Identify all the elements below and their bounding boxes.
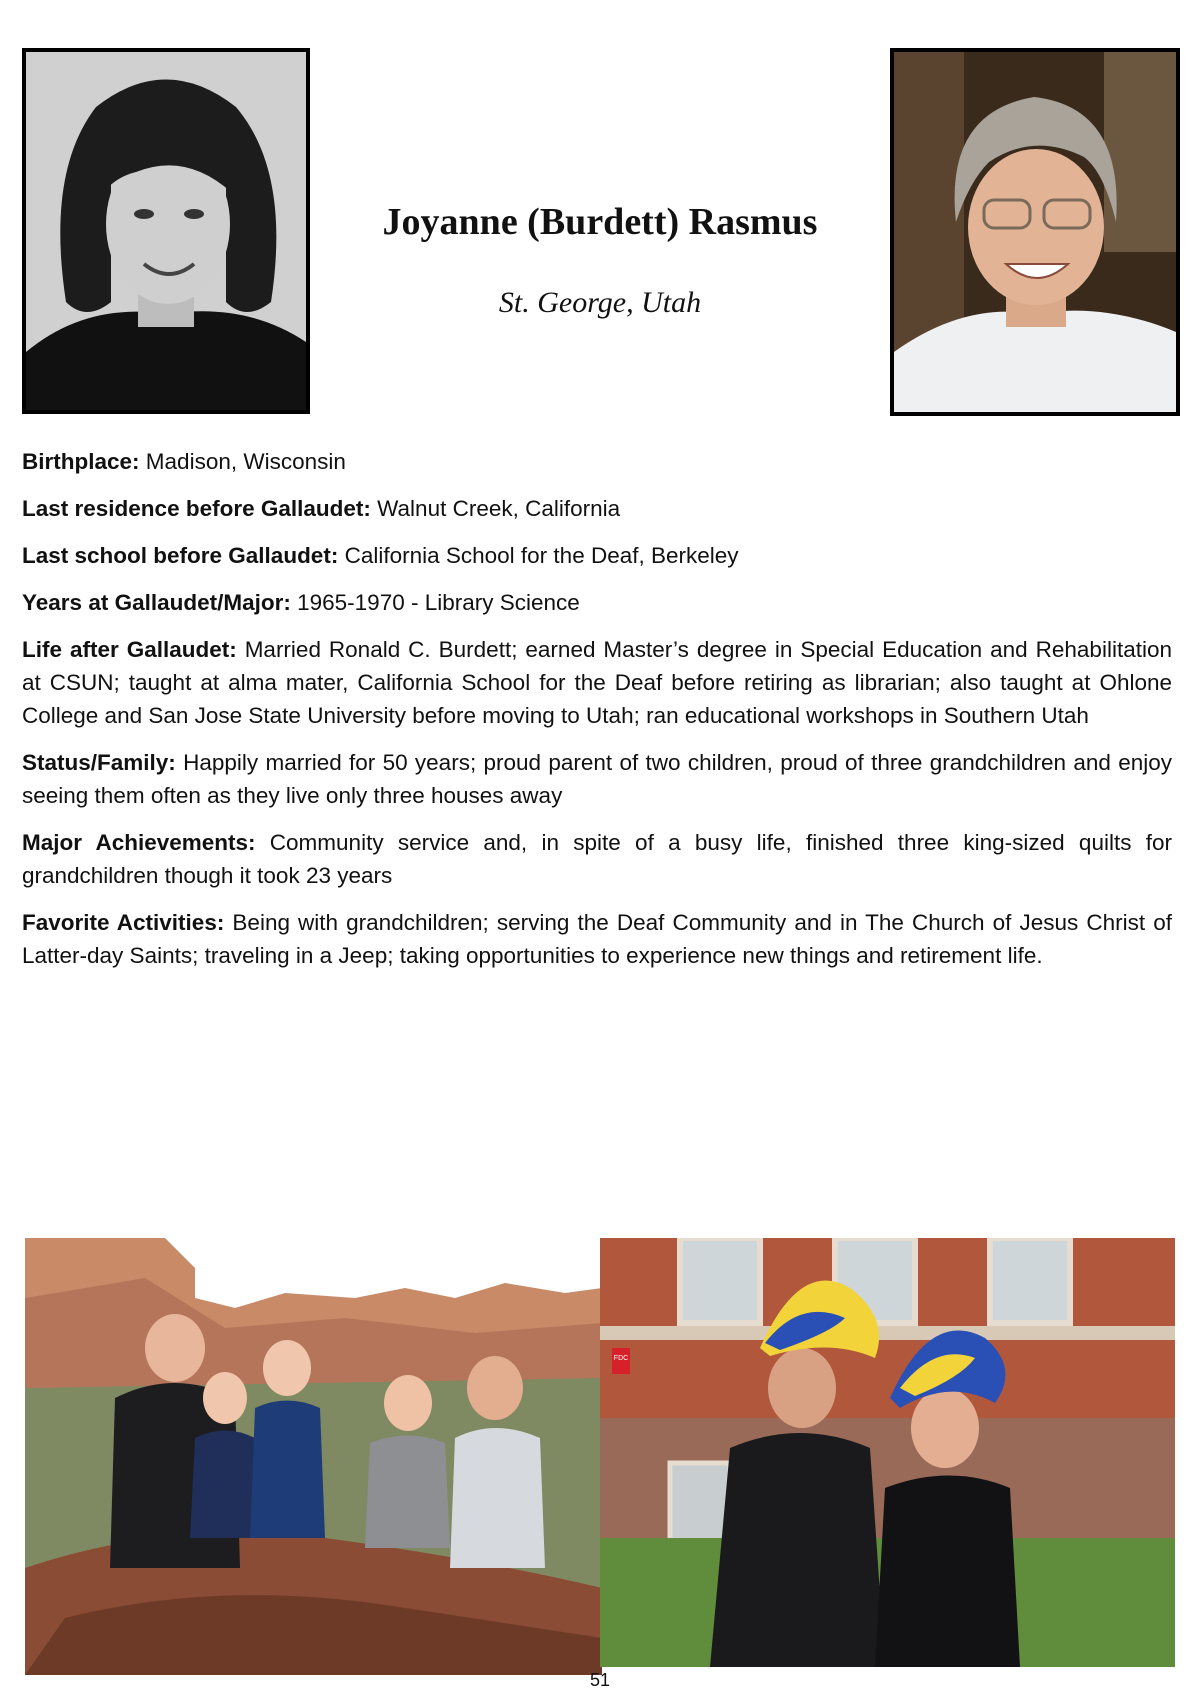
bio-value: Community service and, in spite of a busy life, finished three king-sized quilts for grandchildren though it took 23 years [22, 830, 1172, 888]
bio-label: Last school before Gallaudet: [22, 543, 339, 568]
page-number: 51 [589, 1670, 611, 1690]
bio-label: Status/Family: [22, 750, 176, 775]
yearbook-portrait-photo [22, 48, 310, 414]
bio-label: Last residence before Gallaudet: [22, 496, 371, 521]
bio-status-family [22, 746, 1172, 812]
bio-years-major [22, 586, 1172, 619]
bio-last-school [22, 539, 1172, 572]
bio-value: 1965-1970 - Library Science [297, 590, 580, 615]
bio-life-after [22, 633, 1172, 732]
bio-label: Years at Gallaudet/Major: [22, 590, 291, 615]
bio-value: Walnut Creek, California [377, 496, 621, 521]
biography-section [22, 445, 1172, 986]
family-group-photo [25, 1238, 602, 1675]
bio-value: Married Ronald C. Burdett; earned Master’s degree in Special Education and Rehabilitation at CSUN; taught at alma mater, California School for the Deaf before retiring as librarian; also taught at Ohlone College and San Jose State University before moving to Utah; ran educational workshops in Southern Utah [22, 637, 1172, 728]
bio-label: Major Achievements: [22, 830, 256, 855]
bio-last-residence [22, 492, 1172, 525]
bio-value: Being with grandchildren; serving the Deaf Community and in The Church of Jesus Christ of Latter-day Saints; traveling in a Jeep; taking opportunities to experience new things and retirement life. [22, 910, 1172, 968]
person-location-subtitle: St. George, Utah [498, 286, 702, 319]
couple-photo [600, 1238, 1175, 1667]
bio-label: Favorite Activities: [22, 910, 225, 935]
bio-label: Life after Gallaudet: [22, 637, 237, 662]
recent-portrait-photo [890, 48, 1180, 416]
bio-value: Happily married for 50 years; proud parent of two children, proud of three grandchildren and enjoy seeing them often as they live only three houses away [22, 750, 1172, 808]
bio-achievements [22, 826, 1172, 892]
fdc-sign-text: FDC [613, 1355, 629, 1362]
bio-value: California School for the Deaf, Berkeley [344, 543, 739, 568]
bio-value: Madison, Wisconsin [145, 449, 346, 474]
person-name-heading: Joyanne (Burdett) Rasmus [382, 201, 818, 243]
bio-label: Birthplace: [22, 449, 140, 474]
bio-birthplace [22, 445, 1172, 478]
bio-activities [22, 906, 1172, 972]
